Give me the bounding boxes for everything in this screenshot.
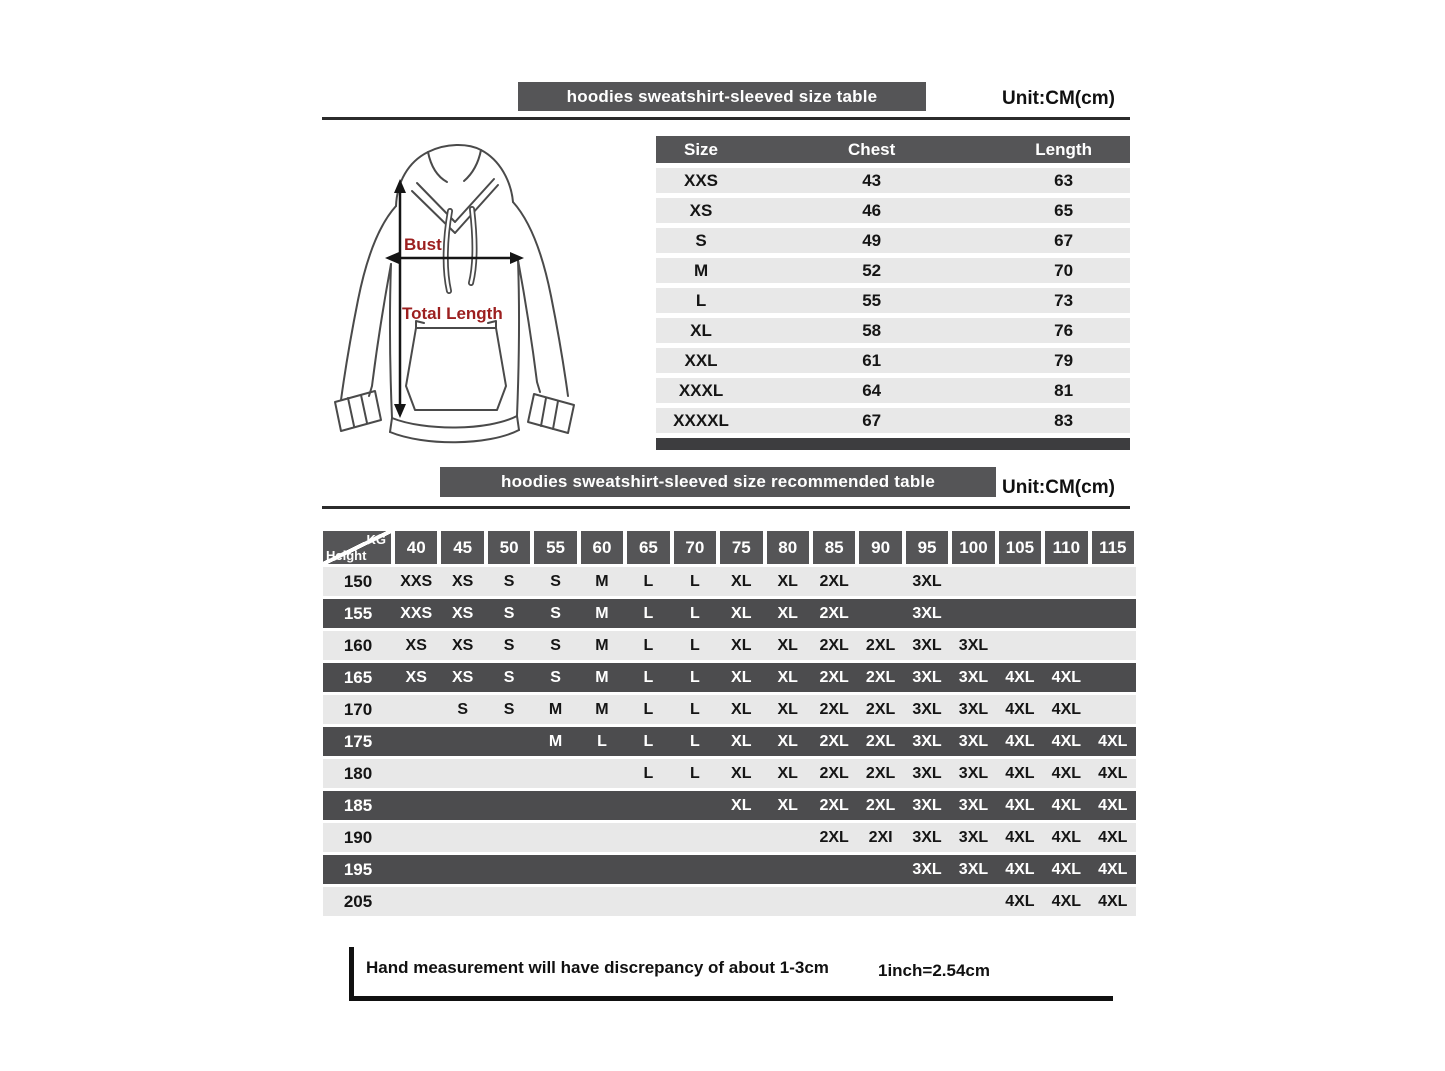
size-table-row [656, 228, 1130, 253]
recommended-size-cell [439, 759, 485, 788]
recommended-size-cell: M [595, 573, 609, 590]
recommended-size-cell: S [550, 637, 561, 654]
recommended-size-cell [579, 887, 625, 916]
recommended-size-cell [579, 791, 625, 820]
recommended-size-cell [439, 791, 485, 820]
recommended-size-cell [393, 759, 439, 788]
recommended-size-cell: XS [451, 605, 474, 622]
recommended-size-cell [857, 887, 903, 916]
note-frame-horizontal-bar [349, 996, 1113, 1001]
recommended-size-cell [1090, 663, 1136, 692]
recommended-size-cell: 3XL [958, 861, 989, 878]
weight-header-cell: 90 [859, 531, 901, 564]
recommended-size-cell [765, 823, 811, 852]
recommended-size-cell: 4XL [1005, 797, 1035, 814]
hand-measurement-note: Hand measurement will have discrepancy of about 1-3cm [366, 958, 829, 977]
recommended-size-cell: 4XL [1005, 829, 1035, 846]
recommended-size-cell [439, 855, 485, 884]
recommended-size-cell: L [643, 573, 654, 590]
recommended-table-row [323, 823, 1136, 852]
recommended-size-cell: 3XL [958, 637, 989, 654]
recommended-size-cell [765, 855, 811, 884]
recommended-size-cell: S [457, 701, 468, 718]
recommended-size-cell: S [503, 701, 515, 718]
recommended-size-cell: S [503, 605, 515, 622]
recommended-table-row [323, 663, 1136, 692]
recommended-size-cell [439, 887, 485, 916]
hoodie-diagram [328, 136, 610, 454]
weight-header-cell: 75 [720, 531, 762, 564]
recommended-size-cell: XL [731, 765, 752, 782]
recommended-size-cell: 4XL [1005, 893, 1035, 910]
size-cell: M [693, 261, 709, 280]
recommended-table-row [323, 599, 1136, 628]
chest-cell: 64 [862, 381, 882, 400]
length-cell: 83 [1054, 411, 1074, 430]
recommended-table-header [323, 531, 1136, 564]
recommended-size-cell: XL [777, 637, 798, 654]
recommended-size-cell [718, 887, 764, 916]
recommended-size-cell [393, 887, 439, 916]
recommended-size-cell: L [643, 701, 654, 718]
recommended-size-cell [439, 823, 485, 852]
recommended-size-cell: L [689, 637, 700, 654]
recommended-size-cell [486, 855, 532, 884]
size-table-title-bar [518, 82, 926, 111]
recommended-table-row [323, 631, 1136, 660]
kg-label: KG [366, 532, 386, 547]
recommended-size-cell [950, 887, 996, 916]
recommended-size-cell: 2XL [865, 765, 896, 782]
chest-cell: 43 [862, 171, 882, 190]
recommended-size-cell: XS [451, 573, 474, 590]
recommended-size-cell: 4XL [1098, 861, 1128, 878]
length-cell: 73 [1054, 291, 1074, 310]
recommended-size-cell [765, 887, 811, 916]
recommended-size-cell [532, 855, 578, 884]
recommended-table-row [323, 791, 1136, 820]
recommended-size-cell: 2XL [865, 701, 896, 718]
recommended-table-row [323, 695, 1136, 724]
recommended-size-cell: 3XL [958, 701, 989, 718]
recommended-size-cell [393, 695, 439, 724]
recommended-size-cell: 2XL [865, 733, 896, 750]
size-table-row [656, 288, 1130, 313]
recommended-size-cell: 4XL [1005, 765, 1035, 782]
recommended-size-cell: S [503, 669, 515, 686]
weight-header-cell: 105 [999, 531, 1041, 564]
size-cell: XXXL [678, 381, 724, 400]
size-table-row [656, 318, 1130, 343]
size-table-header [656, 136, 1130, 163]
recommended-size-cell: 3XL [912, 829, 942, 846]
recommended-table-title-bar [440, 467, 996, 497]
size-table-row [656, 348, 1130, 373]
recommended-size-cell: XL [731, 733, 752, 750]
recommended-size-cell [625, 791, 671, 820]
recommended-size-cell: S [503, 573, 515, 590]
recommended-size-cell: L [689, 573, 700, 590]
recommended-size-cell [625, 823, 671, 852]
size-column-header: Size [684, 140, 719, 159]
weight-header-cell: 50 [488, 531, 530, 564]
recommended-table-row [323, 855, 1136, 884]
row-height-label: 160 [343, 636, 373, 655]
recommended-size-cell: 2XL [865, 797, 896, 814]
length-cell: 65 [1054, 201, 1074, 220]
recommended-size-cell: 4XL [1098, 765, 1128, 782]
size-table [656, 136, 1130, 450]
recommended-size-cell [672, 855, 718, 884]
recommended-size-cell: L [689, 765, 700, 782]
recommended-size-cell: 2XL [819, 829, 849, 846]
chest-cell: 46 [862, 201, 882, 220]
recommended-size-cell: 3XL [912, 573, 942, 590]
length-cell: 63 [1054, 171, 1074, 190]
recommended-size-cell: 3XL [958, 797, 989, 814]
recommended-size-cell: 2XL [819, 605, 849, 622]
recommended-size-cell: 4XL [1005, 861, 1035, 878]
recommended-size-cell [1090, 567, 1136, 596]
bust-label: Bust [404, 235, 442, 254]
recommended-size-cell: XS [405, 669, 427, 686]
recommended-size-cell [1090, 631, 1136, 660]
recommended-table-row [323, 567, 1136, 596]
recommended-size-cell: 2XL [819, 765, 849, 782]
recommended-size-cell: XXS [400, 573, 433, 590]
recommended-size-cell: S [550, 669, 561, 686]
length-cell: 76 [1054, 321, 1074, 340]
length-column-header: Length [1035, 140, 1092, 159]
inch-conversion-note: 1inch=2.54cm [878, 961, 990, 980]
recommended-table-title: hoodies sweatshirt-sleeved size recommended table [500, 472, 935, 491]
recommended-size-cell: 4XL [1051, 893, 1082, 910]
recommended-size-cell [950, 567, 996, 596]
weight-header-cell: 70 [674, 531, 716, 564]
size-cell: XL [690, 321, 712, 340]
recommended-size-cell: 4XL [1051, 733, 1082, 750]
recommended-size-cell: M [595, 605, 609, 622]
divider-line [322, 506, 1130, 509]
size-table-title: hoodies sweatshirt-sleeved size table [566, 87, 878, 106]
recommended-size-cell: M [548, 733, 563, 750]
recommended-size-cell: L [643, 669, 654, 686]
recommended-size-cell [579, 855, 625, 884]
weight-header-cell: 100 [952, 531, 994, 564]
note-frame-vertical-bar [349, 947, 354, 1000]
recommended-size-cell: 4XL [1051, 765, 1082, 782]
recommended-size-cell: L [643, 637, 654, 654]
recommended-size-cell [625, 855, 671, 884]
recommended-size-cell: L [689, 701, 700, 718]
recommended-size-cell: S [550, 573, 561, 590]
height-label: Height [326, 548, 367, 563]
recommended-size-cell [1090, 695, 1136, 724]
size-table-row [656, 378, 1130, 403]
recommended-size-cell [1043, 631, 1089, 660]
row-height-label: 190 [343, 828, 373, 847]
size-table-row [656, 408, 1130, 433]
size-cell: XXS [684, 171, 719, 190]
recommended-size-cell: 4XL [1005, 701, 1035, 718]
recommended-size-cell: L [689, 605, 700, 622]
recommended-size-cell: 3XL [958, 733, 989, 750]
recommended-size-cell [625, 887, 671, 916]
chest-cell: 67 [862, 411, 882, 430]
recommended-size-cell: XL [731, 573, 752, 590]
recommended-size-cell: M [595, 637, 609, 654]
chest-cell: 58 [862, 321, 882, 340]
recommended-table-row [323, 727, 1136, 756]
recommended-size-cell [532, 759, 578, 788]
recommended-size-cell: XL [777, 605, 798, 622]
size-cell: L [695, 291, 707, 310]
recommended-size-cell [997, 631, 1043, 660]
recommended-size-cell: XL [731, 701, 752, 718]
row-height-label: 150 [343, 572, 373, 591]
chest-cell: 52 [862, 261, 882, 280]
size-cell: XXL [684, 351, 718, 370]
chest-cell: 49 [862, 231, 882, 250]
recommended-size-cell [579, 823, 625, 852]
recommended-size-cell: 3XL [912, 637, 942, 654]
recommended-size-cell [857, 599, 903, 628]
recommended-size-cell [393, 855, 439, 884]
weight-header-cell: 45 [441, 531, 483, 564]
recommended-size-cell [1090, 599, 1136, 628]
recommended-table-row [323, 759, 1136, 788]
recommended-size-cell: 2XL [819, 797, 849, 814]
recommended-size-cell: 4XL [1005, 669, 1035, 686]
recommended-size-cell [532, 823, 578, 852]
recommended-size-cell: L [643, 733, 654, 750]
recommended-size-cell: 2XL [819, 669, 849, 686]
weight-header-cell: 65 [627, 531, 669, 564]
recommended-size-cell [439, 727, 485, 756]
recommended-size-cell: 4XL [1098, 797, 1128, 814]
size-cell: S [695, 231, 707, 250]
recommended-size-cell: XS [451, 637, 474, 654]
recommended-size-cell [1043, 599, 1089, 628]
recommended-size-cell [672, 887, 718, 916]
row-height-label: 155 [343, 604, 373, 623]
recommended-size-cell: L [643, 605, 654, 622]
recommended-size-cell: XL [731, 669, 752, 686]
recommended-size-cell: XL [731, 637, 752, 654]
recommended-table-row [323, 887, 1136, 916]
size-table-row [656, 258, 1130, 283]
recommended-size-cell [718, 823, 764, 852]
row-height-label: 195 [343, 860, 373, 879]
recommended-size-cell [811, 887, 857, 916]
recommended-size-cell [997, 567, 1043, 596]
recommended-size-cell [857, 855, 903, 884]
recommended-size-cell [532, 887, 578, 916]
recommended-size-cell: 4XL [1098, 893, 1128, 910]
row-height-label: 170 [343, 700, 373, 719]
recommended-size-cell: M [548, 701, 563, 718]
weight-header-cell: 85 [813, 531, 855, 564]
recommended-size-cell: S [503, 637, 515, 654]
recommended-size-cell: M [595, 669, 609, 686]
recommended-size-cell [904, 887, 950, 916]
recommended-size-cell [486, 791, 532, 820]
recommended-size-cell [579, 759, 625, 788]
recommended-size-cell: 2XI [868, 829, 893, 846]
recommended-size-cell: S [550, 605, 561, 622]
recommended-size-cell: 4XL [1051, 701, 1082, 718]
recommended-size-cell: 4XL [1098, 829, 1128, 846]
recommended-size-cell [672, 791, 718, 820]
row-height-label: 180 [343, 764, 373, 783]
recommended-size-cell: L [597, 733, 607, 750]
size-cell: XXXXL [673, 411, 729, 430]
recommended-size-cell: 2XL [819, 573, 849, 590]
chest-cell: 55 [862, 291, 882, 310]
recommended-size-cell: XL [777, 765, 798, 782]
recommended-size-cell: 2XL [819, 701, 849, 718]
recommended-size-cell: 3XL [958, 829, 989, 846]
size-table-footer-bar [656, 438, 1130, 450]
weight-header-cell: 80 [767, 531, 809, 564]
chest-column-header: Chest [848, 140, 896, 159]
recommended-size-cell [486, 759, 532, 788]
recommended-size-cell [486, 887, 532, 916]
recommended-size-cell: XL [777, 573, 798, 590]
recommended-size-cell: 3XL [912, 733, 942, 750]
recommended-size-cell: 3XL [958, 669, 989, 686]
recommended-size-cell [393, 727, 439, 756]
recommended-size-cell: XL [777, 701, 798, 718]
weight-header-cell: 55 [534, 531, 576, 564]
recommended-size-cell: XS [451, 669, 474, 686]
recommended-size-cell: L [689, 669, 700, 686]
recommended-size-cell: 3XL [912, 701, 942, 718]
size-table-rows [656, 168, 1130, 433]
recommended-size-cell [1043, 567, 1089, 596]
recommended-size-cell [811, 855, 857, 884]
unit-label: Unit:CM(cm) [1002, 88, 1115, 109]
recommended-size-cell: 3XL [912, 669, 942, 686]
length-cell: 70 [1054, 261, 1074, 280]
length-cell: 79 [1054, 351, 1074, 370]
weight-header-cell: 40 [395, 531, 437, 564]
recommended-size-cell: 2XL [865, 669, 896, 686]
weight-header-cell: 110 [1045, 531, 1087, 564]
recommended-size-cell: 4XL [1051, 829, 1082, 846]
recommended-size-cell [857, 567, 903, 596]
recommended-size-cell: M [595, 701, 609, 718]
recommended-size-cell: XL [777, 669, 798, 686]
recommended-size-cell [486, 823, 532, 852]
recommended-size-cell: L [689, 733, 700, 750]
recommended-size-cell [718, 855, 764, 884]
row-height-label: 175 [343, 732, 373, 751]
recommended-size-cell: 3XL [912, 861, 942, 878]
recommended-size-cell: XL [731, 797, 752, 814]
weight-header-cell: 60 [581, 531, 623, 564]
row-height-label: 185 [343, 796, 373, 815]
recommended-size-cell [950, 599, 996, 628]
recommended-size-cell: 4XL [1005, 733, 1035, 750]
recommended-size-cell: 4XL [1051, 861, 1082, 878]
unit-label: Unit:CM(cm) [1002, 477, 1115, 498]
recommended-size-cell [532, 791, 578, 820]
recommended-size-cell: XL [777, 797, 798, 814]
recommended-size-cell: XL [731, 605, 752, 622]
recommended-size-cell: 2XL [819, 733, 849, 750]
size-table-row [656, 198, 1130, 223]
recommended-size-cell: 3XL [912, 797, 942, 814]
recommended-size-cell: 4XL [1051, 669, 1082, 686]
weight-header-cell: 95 [906, 531, 948, 564]
length-cell: 81 [1054, 381, 1074, 400]
weight-header-cell: 115 [1092, 531, 1134, 564]
recommended-table-rows [323, 564, 1136, 916]
recommended-size-cell: XS [405, 637, 427, 654]
divider-line [322, 117, 1130, 120]
recommended-size-cell [997, 599, 1043, 628]
recommended-size-cell: 2XL [819, 637, 849, 654]
row-height-label: 205 [343, 892, 373, 911]
recommended-size-cell [393, 791, 439, 820]
recommended-size-cell [672, 823, 718, 852]
recommended-size-cell [393, 823, 439, 852]
recommended-size-cell: 3XL [912, 605, 942, 622]
recommended-size-cell: 4XL [1098, 733, 1128, 750]
recommended-size-cell: 2XL [865, 637, 896, 654]
row-height-label: 165 [343, 668, 373, 687]
recommended-size-cell: L [643, 765, 654, 782]
chest-cell: 61 [862, 351, 882, 370]
length-cell: 67 [1054, 231, 1074, 250]
recommended-size-cell: 4XL [1051, 797, 1082, 814]
recommended-size-cell: XL [777, 733, 798, 750]
size-table-row [656, 168, 1130, 193]
recommended-size-cell: 3XL [912, 765, 942, 782]
size-cell: XS [689, 201, 713, 220]
recommended-size-cell: 3XL [958, 765, 989, 782]
kg-height-corner-cell [323, 531, 391, 564]
recommended-size-cell [486, 727, 532, 756]
total-length-label: Total Length [402, 304, 503, 323]
recommended-size-cell: XXS [400, 605, 433, 622]
